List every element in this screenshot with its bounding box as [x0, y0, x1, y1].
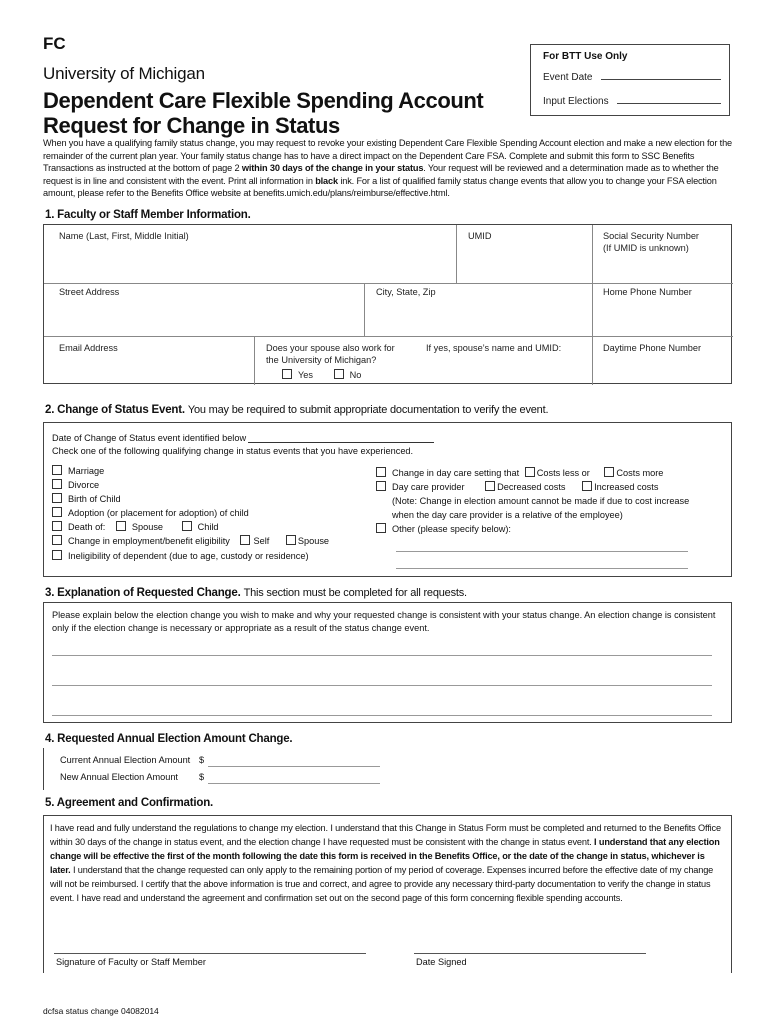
spouse-question: [266, 342, 395, 381]
section-2-box: [43, 422, 732, 577]
form-code: FC: [43, 34, 66, 53]
section-5-box: [43, 815, 732, 973]
intro-bold-2: black: [315, 175, 338, 186]
title-line-1: Dependent Care Flexible Spending Account: [43, 88, 484, 113]
daycare-note-1: (Note: Change in election amount cannot be made if due to cost increase: [392, 496, 690, 506]
spouse-no-label: No: [349, 370, 362, 380]
btt-use-box: [530, 44, 730, 116]
employment-spouse-label: Spouse: [297, 536, 330, 546]
event-date-label: Date of Change of Status event identified below: [52, 433, 247, 443]
current-election-line[interactable]: [208, 766, 380, 767]
ineligibility-label: Ineligibility of dependent (due to age, custody or residence): [68, 551, 309, 561]
other-option[interactable]: [376, 523, 511, 535]
section-3-box: [43, 602, 732, 723]
decreased-costs-label: Decreased costs: [497, 482, 566, 492]
ssn-label: Social Security Number: [603, 231, 699, 241]
street-address-field[interactable]: Street Address: [59, 287, 120, 297]
adoption-option[interactable]: [52, 507, 249, 519]
daytime-phone-field[interactable]: Daytime Phone Number: [603, 343, 702, 353]
explanation-line-2[interactable]: [52, 685, 712, 686]
employment-checkbox[interactable]: [52, 535, 62, 545]
employment-option[interactable]: [52, 535, 329, 547]
daycare-setting-option[interactable]: [376, 467, 663, 479]
home-phone-field[interactable]: Home Phone Number: [603, 287, 692, 297]
costs-less-label: Costs less or: [536, 468, 590, 478]
btt-input-elections-label: Input Elections: [543, 96, 609, 107]
employment-spouse-checkbox[interactable]: [286, 535, 296, 545]
explanation-line-3[interactable]: [52, 715, 712, 716]
spouse-question-line-1: Does your spouse also work for: [266, 343, 395, 353]
name-field[interactable]: Name (Last, First, Middle Initial): [59, 231, 189, 241]
divorce-option[interactable]: [52, 479, 99, 491]
section-4-box: [43, 748, 732, 790]
spouse-name-umid-field[interactable]: If yes, spouse’s name and UMID:: [426, 343, 562, 353]
intro-bold-1: within 30 days of the change in your status: [241, 163, 424, 174]
umid-field[interactable]: UMID: [468, 231, 492, 241]
other-line-2[interactable]: [396, 568, 688, 569]
birth-label: Birth of Child: [68, 494, 121, 504]
agreement-text-2: I understand that the change requested can only apply to the remaining portion of my period of coverage. Expenses incurred before the effective date of my change will not be reimbursed. I certify that the above information is true and correct, and agree to provide any necessary third-party documentation to verify the change in status event. I have read and understand the agreement and confirmation set out on the second page of this form concerning flexible spending accounts.: [50, 865, 714, 903]
death-option[interactable]: [52, 521, 219, 533]
spouse-yes-label: Yes: [298, 370, 313, 380]
intro-text-1: When you have a qualifying family status change, you may request to revoke your existing Dependent Care Flexible Spending Account election and make a new election for the remainder of the current plan year. Your family status change has to have a direct impact on the Dependent Care FSA. Complete and submit this form to SSC Benefits Transactions as instructed at the bottom of page 2: [43, 138, 732, 174]
marriage-checkbox[interactable]: [52, 465, 62, 475]
intro-text-3: ink. For a list of qualified family status change events that allow you to change your FSA election amount, please refer to the Benefits Office website at benefits.umich.edu/plans/reimburse/effective.html.: [43, 175, 717, 199]
city-state-zip-field[interactable]: City, State, Zip: [376, 287, 436, 297]
btt-event-date: [543, 70, 721, 83]
btt-event-date-line[interactable]: [601, 70, 721, 80]
section-2-note: You may be required to submit appropriate documentation to verify the event.: [187, 404, 549, 416]
death-label: Death of:: [68, 522, 106, 532]
new-dollar-sign: $: [199, 772, 205, 782]
marriage-option[interactable]: [52, 465, 104, 477]
daycare-setting-checkbox[interactable]: [376, 467, 386, 477]
marriage-label: Marriage: [68, 466, 105, 476]
divorce-label: Divorce: [68, 480, 100, 490]
section-2-title: 2. Change of Status Event.: [45, 404, 185, 416]
other-line-1[interactable]: [396, 551, 688, 552]
ssn-field[interactable]: [603, 230, 699, 254]
section-3-note: This section must be completed for all requests.: [243, 587, 467, 599]
btt-input-elections-line[interactable]: [617, 94, 721, 104]
current-election-label: Current Annual Election Amount: [60, 755, 191, 765]
new-election-line[interactable]: [208, 783, 380, 784]
other-label: Other (please specify below):: [392, 524, 511, 534]
btt-event-date-label: Event Date: [543, 72, 593, 83]
intro-paragraph: [43, 137, 733, 200]
divorce-checkbox[interactable]: [52, 479, 62, 489]
agreement-text: [50, 821, 726, 905]
death-spouse-label: Spouse: [131, 522, 164, 532]
decreased-costs-checkbox[interactable]: [485, 481, 495, 491]
spouse-no-checkbox[interactable]: [334, 369, 344, 379]
death-checkbox[interactable]: [52, 521, 62, 531]
event-date-row: [52, 432, 246, 444]
explanation-line-1[interactable]: [52, 655, 712, 656]
current-dollar-sign: $: [199, 755, 205, 765]
signature-label: Signature of Faculty or Staff Member: [56, 957, 206, 967]
section-1-heading: 1. Faculty or Staff Member Information.: [45, 209, 251, 221]
agreement-text-1: I have read and fully understand the regulations to change my election. I understand that this Change in Status Form must be completed and returned to the Benefits Office within 30 days of the change in status event, and the election change I have requested must be consistent with the change in status event.: [50, 823, 721, 847]
employment-label: Change in employment/benefit eligibility: [68, 536, 230, 546]
spouse-question-line-2: the University of Michigan?: [266, 355, 377, 365]
section-5-heading: 5. Agreement and Confirmation.: [45, 797, 214, 809]
agreement-bold: I understand that any election change will be effective the first of the month following the date this form is received in the Benefits Office, or the date of the change in status, whichever is later.: [50, 837, 720, 875]
employment-self-checkbox[interactable]: [240, 535, 250, 545]
death-spouse-checkbox[interactable]: [116, 521, 126, 531]
daycare-provider-option[interactable]: [376, 481, 658, 493]
event-instruction: Check one of the following qualifying change in status events that you have experienced.: [52, 446, 414, 456]
ssn-sublabel: (If UMID is unknown): [603, 243, 689, 253]
new-election-label: New Annual Election Amount: [60, 772, 178, 782]
employment-self-label: Self: [253, 536, 270, 546]
daycare-provider-label: Day care provider: [392, 482, 465, 492]
spouse-yes-checkbox[interactable]: [282, 369, 292, 379]
explanation-instruction: Please explain below the election change you wish to make and why your requested change is consistent with your status change. An election change is consistent only if the election change is necessary or appropriate as a result of the status change event.: [52, 610, 716, 633]
section-4-heading: 4. Requested Annual Election Amount Change.: [45, 733, 293, 745]
adoption-label: Adoption (or placement for adoption) of child: [68, 508, 249, 518]
university-name: University of Michigan: [43, 64, 205, 83]
email-field[interactable]: Email Address: [59, 343, 118, 353]
section-3-heading: [45, 587, 467, 599]
costs-more-label: Costs more: [616, 468, 664, 478]
death-child-checkbox[interactable]: [182, 521, 192, 531]
adoption-checkbox[interactable]: [52, 507, 62, 517]
signature-line[interactable]: [54, 953, 366, 954]
btt-header: For BTT Use Only: [543, 51, 628, 62]
form-title: [43, 88, 483, 138]
daycare-note-2: when the day care provider is a relative of the employee): [392, 510, 623, 520]
section-2-heading: [45, 404, 548, 416]
birth-checkbox[interactable]: [52, 493, 62, 503]
event-date-line[interactable]: [248, 442, 434, 443]
increased-costs-label: Increased costs: [594, 482, 659, 492]
date-signed-line[interactable]: [414, 953, 646, 954]
ineligibility-checkbox[interactable]: [52, 550, 62, 560]
increased-costs-checkbox[interactable]: [582, 481, 592, 491]
daycare-provider-checkbox[interactable]: [376, 481, 386, 491]
btt-input-elections: [543, 94, 721, 107]
date-signed-label: Date Signed: [416, 957, 467, 967]
section-1-box: [43, 224, 732, 384]
birth-option[interactable]: [52, 493, 121, 505]
death-child-label: Child: [197, 522, 219, 532]
costs-less-checkbox[interactable]: [525, 467, 535, 477]
title-line-2: Request for Change in Status: [43, 113, 340, 138]
intro-text-2: . Your request will be reviewed and a determination made as to whether the request is in line and consistent with the event. Print all information in: [43, 163, 719, 186]
form-version-footer: dcfsa status change 04082014: [43, 1006, 159, 1016]
costs-more-checkbox[interactable]: [604, 467, 614, 477]
ineligibility-option[interactable]: [52, 550, 309, 562]
daycare-setting-label: Change in day care setting that: [392, 468, 520, 478]
section-3-title: 3. Explanation of Requested Change.: [45, 587, 241, 599]
other-checkbox[interactable]: [376, 523, 386, 533]
